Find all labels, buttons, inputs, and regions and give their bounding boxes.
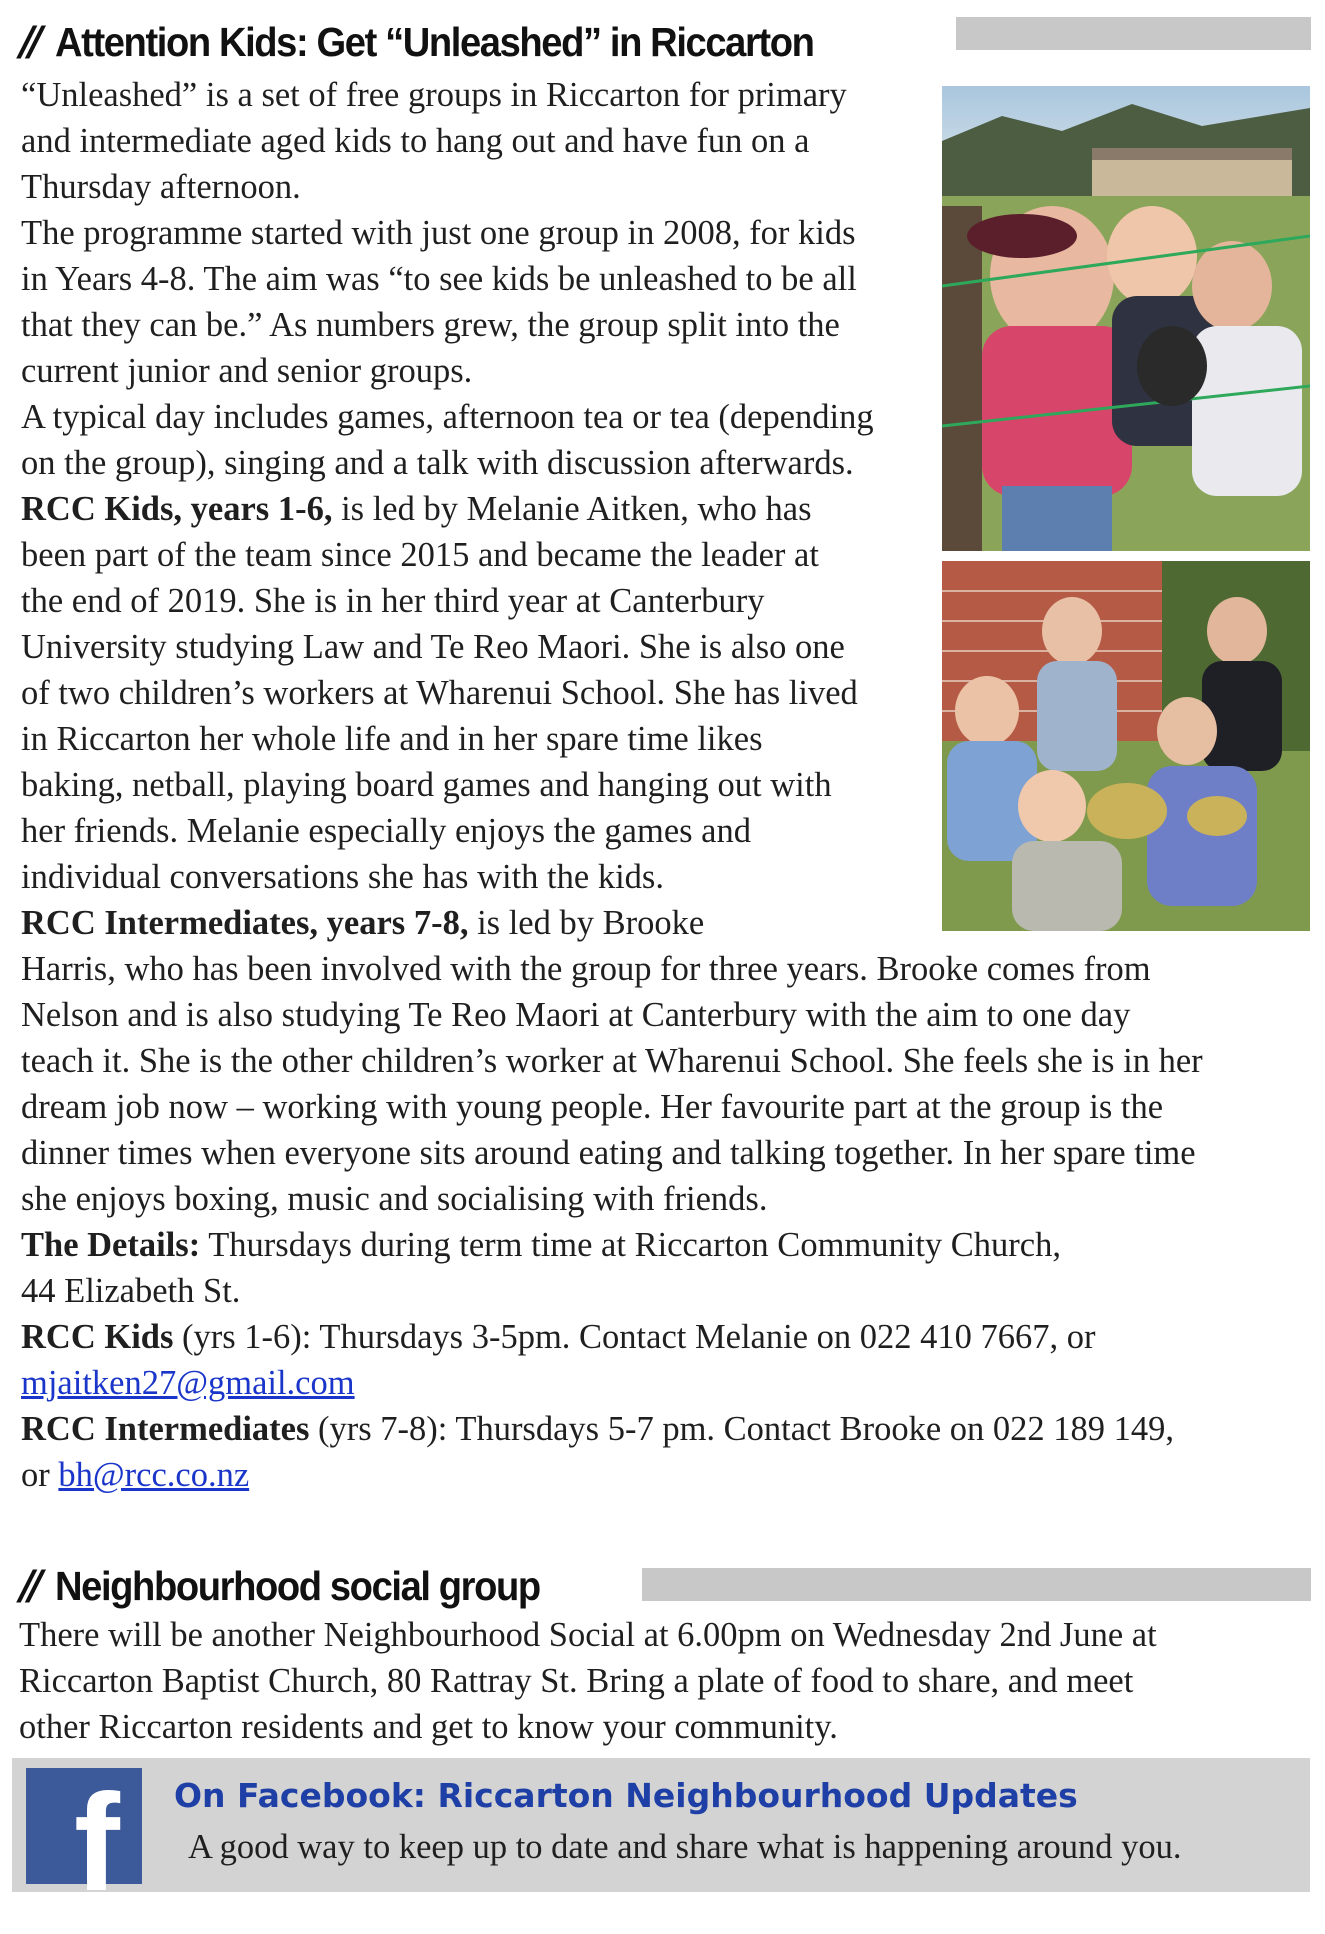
text-line: dream job now – working with young people. Her favourite part at the group is the bbox=[21, 1088, 1164, 1126]
facebook-icon[interactable] bbox=[26, 1766, 142, 1920]
kids-contact-line bbox=[21, 1314, 1311, 1360]
details-line bbox=[21, 1222, 1311, 1268]
text-line: other Riccarton residents and get to know your community. bbox=[19, 1708, 838, 1746]
section-title-neighbourhood: Neighbourhood social group bbox=[55, 1562, 541, 1609]
text-line: Thursday afternoon. bbox=[21, 168, 301, 206]
text-line: Riccarton Baptist Church, 80 Rattray St. Bring a plate of food to share, and meet bbox=[19, 1662, 1134, 1700]
details-label: The Details: bbox=[21, 1226, 201, 1264]
section-heading-unleashed bbox=[20, 12, 871, 72]
kids-email-line bbox=[21, 1360, 1311, 1406]
text-line: in Riccarton her whole life and in her spare time likes bbox=[21, 720, 763, 758]
text-line: her friends. Melanie especially enjoys the games and bbox=[21, 812, 751, 850]
text-line: the end of 2019. She is in her third year at Canterbury bbox=[21, 582, 765, 620]
neighbourhood-social-text bbox=[19, 1612, 1309, 1750]
text-line: been part of the team since 2015 and became the leader at bbox=[21, 536, 819, 574]
rcc-intermediates-intro-line bbox=[21, 900, 941, 946]
text-line: current junior and senior groups. bbox=[21, 352, 473, 390]
intermediates-contact-label: RCC Intermediates bbox=[21, 1410, 310, 1448]
text-span: (yrs 1-6): Thursdays 3-5pm. Contact Melanie on 022 410 7667, or bbox=[173, 1318, 1096, 1356]
facebook-callout bbox=[12, 1758, 1310, 1920]
text-span: (yrs 7-8): Thursdays 5-7 pm. Contact Brooke on 022 189 149, bbox=[309, 1410, 1175, 1448]
kids-contact-label: RCC Kids bbox=[21, 1318, 174, 1356]
text-span: or bbox=[21, 1456, 59, 1494]
text-line: on the group), singing and a talk with discussion afterwards. bbox=[21, 444, 854, 482]
section-title-unleashed: Attention Kids: Get “Unleashed” in Riccarton bbox=[55, 18, 814, 65]
text-line: teach it. She is the other children’s worker at Wharenui School. She feels she is in her bbox=[21, 1042, 1203, 1080]
unleashed-details-text bbox=[21, 946, 1311, 1498]
text-line: A typical day includes games, afternoon tea or tea (depending bbox=[21, 398, 874, 436]
text-line: There will be another Neighbourhood Social at 6.00pm on Wednesday 2nd June at bbox=[19, 1616, 1157, 1654]
text-span: Thursdays during term time at Riccarton Community Church, bbox=[200, 1226, 1061, 1264]
text-line: 44 Elizabeth St. bbox=[21, 1272, 241, 1310]
text-line: of two children’s workers at Wharenui School. She has lived bbox=[21, 674, 858, 712]
text-span: is led by Brooke bbox=[468, 904, 705, 942]
double-slash-icon: // bbox=[20, 19, 38, 65]
text-line: The programme started with just one group in 2008, for kids bbox=[21, 214, 856, 252]
text-line: and intermediate aged kids to hang out and have fun on a bbox=[21, 122, 810, 160]
heading-rule-bar bbox=[956, 17, 1311, 50]
rcc-intermediates-label: RCC Intermediates, years 7-8, bbox=[21, 904, 469, 942]
text-span: is led by Melanie Aitken, who has bbox=[332, 490, 812, 528]
double-slash-icon: // bbox=[20, 1563, 38, 1609]
facebook-icon-letter: f bbox=[74, 1766, 120, 1920]
rcc-kids-intro-line bbox=[21, 486, 941, 532]
intermediates-email-line bbox=[21, 1452, 1311, 1498]
rcc-kids-label: RCC Kids, years 1-6, bbox=[21, 490, 333, 528]
unleashed-intro-text bbox=[21, 72, 941, 946]
heading-rule-bar bbox=[642, 1568, 1311, 1601]
text-line: in Years 4-8. The aim was “to see kids be unleashed to be all bbox=[21, 260, 857, 298]
facebook-page-title: On Facebook: Riccarton Neighbourhood Updates bbox=[174, 1776, 1078, 1815]
text-line: dinner times when everyone sits around eating and talking together. In her spare time bbox=[21, 1134, 1196, 1172]
photo-kids-outdoor-game bbox=[942, 86, 1310, 551]
text-line: individual conversations she has with the kids. bbox=[21, 858, 664, 896]
text-line: Harris, who has been involved with the group for three years. Brooke comes from bbox=[21, 950, 1151, 988]
intermediates-contact-line bbox=[21, 1406, 1311, 1452]
melanie-email-link[interactable]: mjaitken27@gmail.com bbox=[21, 1364, 355, 1402]
text-line: she enjoys boxing, music and socialising with friends. bbox=[21, 1180, 768, 1218]
section-heading-neighbourhood bbox=[20, 1556, 577, 1616]
text-line: that they can be.” As numbers grew, the group split into the bbox=[21, 306, 840, 344]
text-line: University studying Law and Te Reo Maori. She is also one bbox=[21, 628, 845, 666]
text-line: Nelson and is also studying Te Reo Maori at Canterbury with the aim to one day bbox=[21, 996, 1131, 1034]
facebook-description: A good way to keep up to date and share what is happening around you. bbox=[188, 1828, 1182, 1866]
photo-kids-in-garden bbox=[942, 561, 1310, 931]
text-line: “Unleashed” is a set of free groups in Riccarton for primary bbox=[21, 76, 847, 114]
text-line: baking, netball, playing board games and hanging out with bbox=[21, 766, 832, 804]
brooke-email-link[interactable]: bh@rcc.co.nz bbox=[58, 1456, 250, 1494]
